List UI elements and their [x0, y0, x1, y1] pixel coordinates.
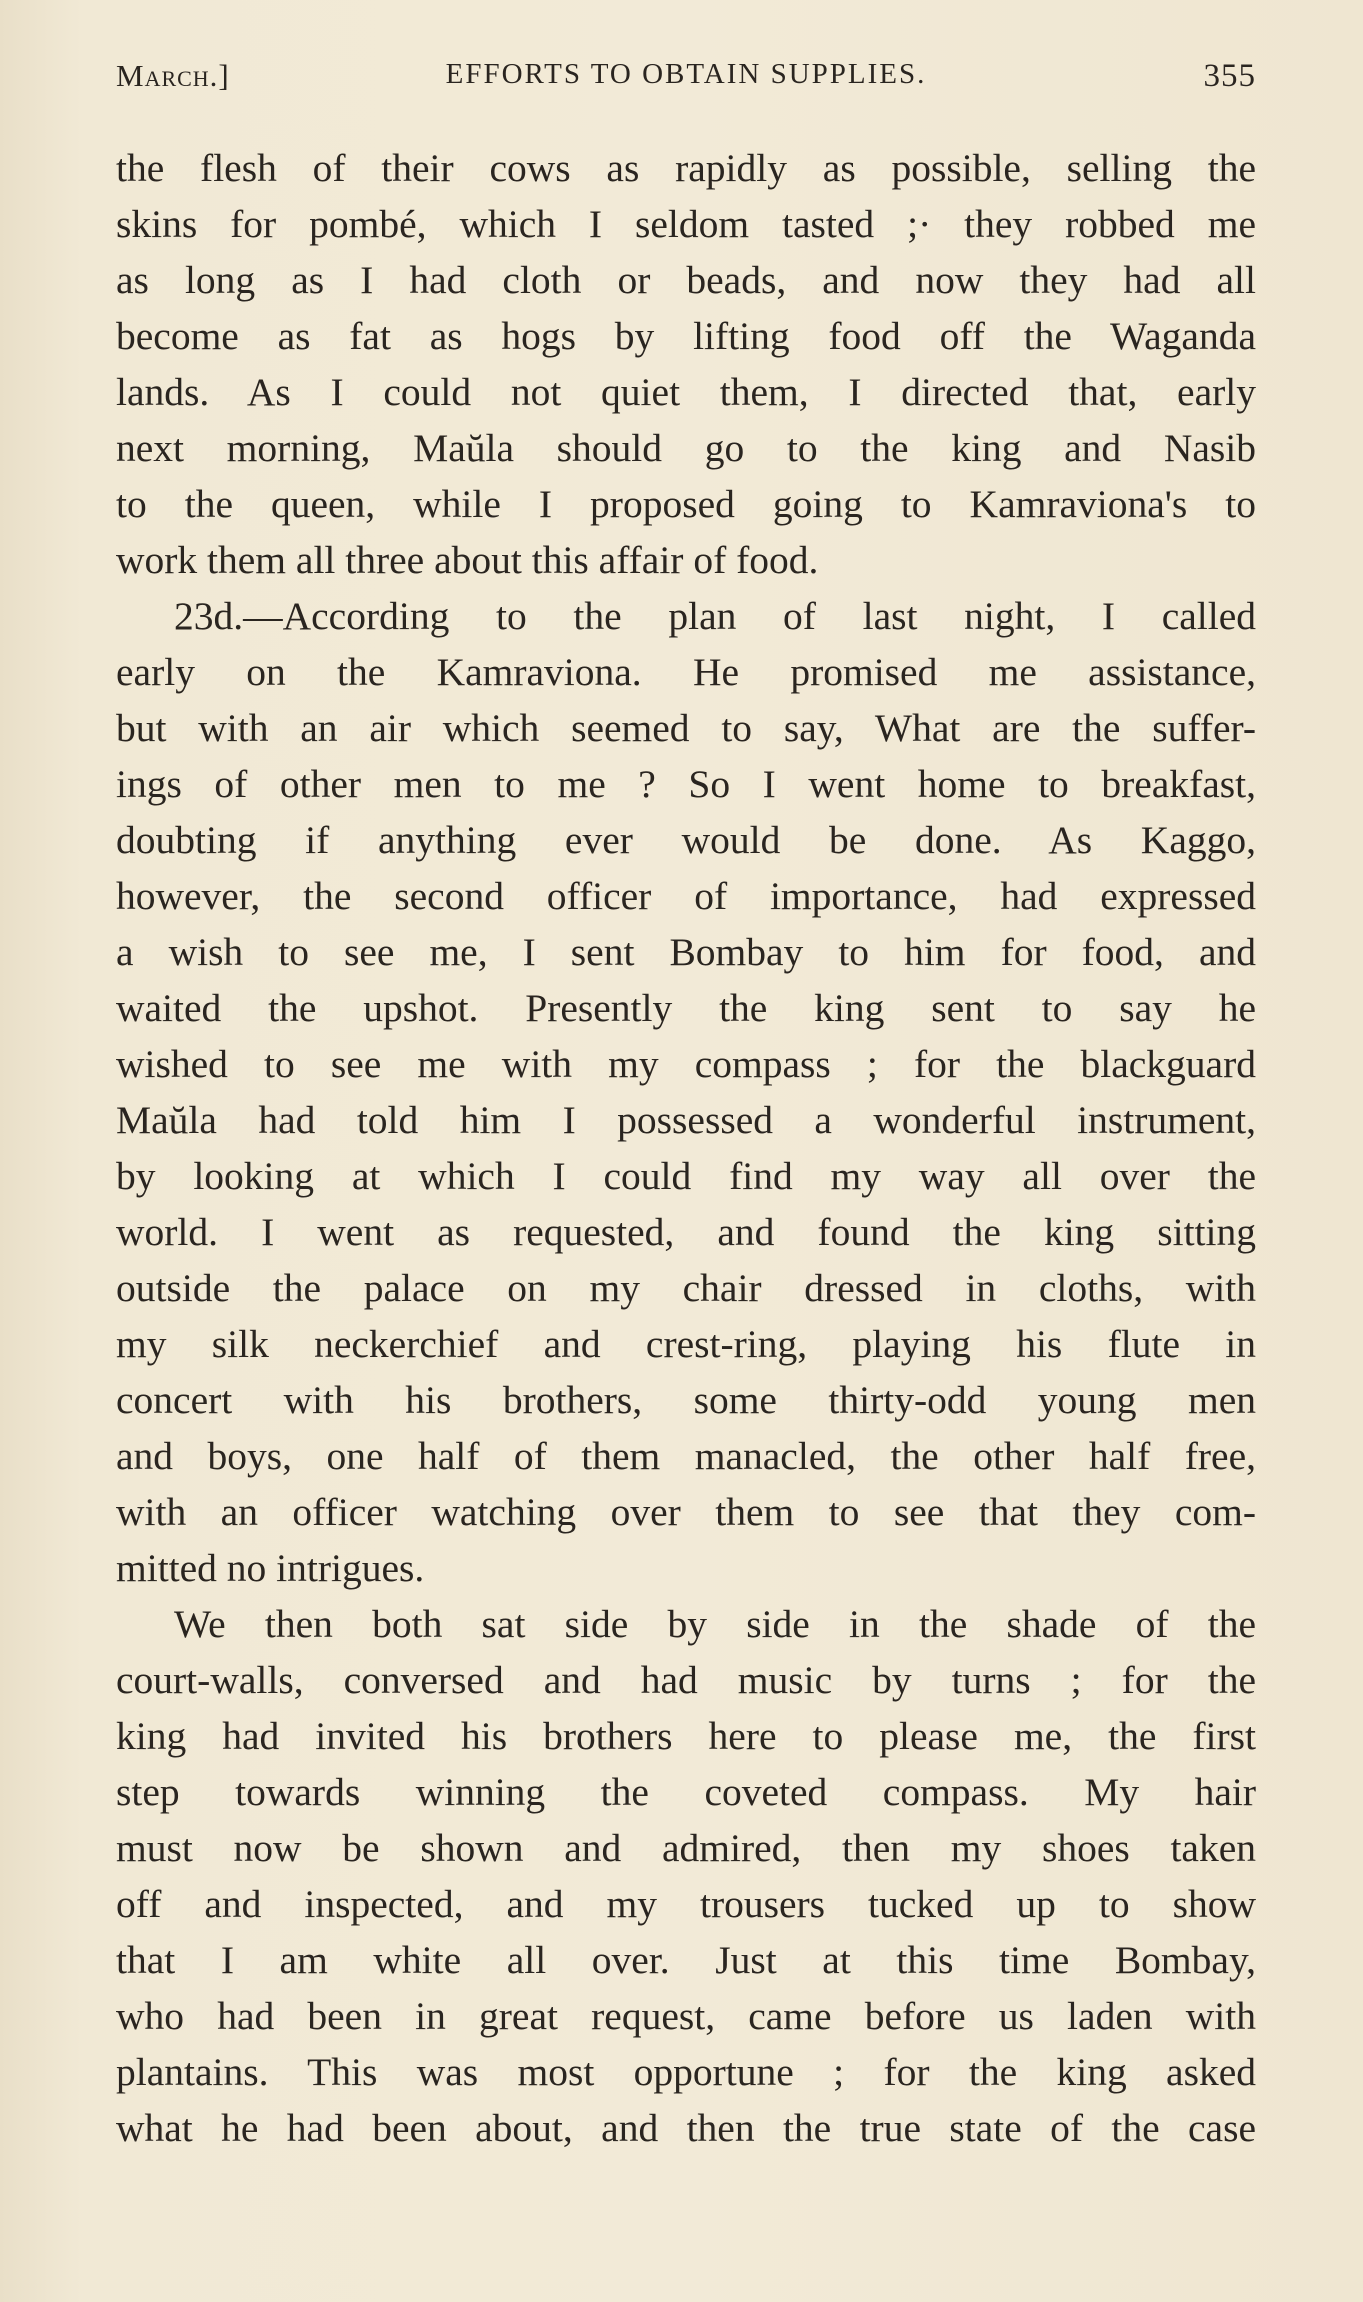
text-line: wished to see me with my compass ; for the blackguard	[116, 1042, 1256, 1086]
text-line: and boys, one half of them manacled, the other half free,	[116, 1434, 1256, 1478]
text-line: must now be shown and admired, then my shoes taken	[116, 1826, 1256, 1870]
page-number: 355	[1203, 58, 1256, 94]
text-line: court-walls, conversed and had music by turns ; for the	[116, 1658, 1256, 1702]
text-line: that I am white all over. Just at this time Bombay,	[116, 1938, 1256, 1982]
text-line: work them all three about this affair of food.	[116, 538, 819, 582]
text-line: however, the second officer of importance, had expressed	[116, 874, 1256, 918]
text-line: world. I went as requested, and found the king sitting	[116, 1210, 1256, 1254]
text-line: outside the palace on my chair dressed in cloths, with	[116, 1266, 1256, 1310]
text-line: ings of other men to me ? So I went home to breakfast,	[116, 762, 1256, 806]
text-line: by looking at which I could find my way all over the	[116, 1154, 1256, 1198]
text-line-paragraph-start: 23d.—According to the plan of last night, I called	[174, 594, 1256, 638]
text-line: doubting if anything ever would be done. As Kaggo,	[116, 818, 1256, 862]
text-line: skins for pombé, which I seldom tasted ;· they robbed me	[116, 202, 1256, 246]
text-line: a wish to see me, I sent Bombay to him for food, and	[116, 930, 1256, 974]
text-line: concert with his brothers, some thirty-odd young men	[116, 1378, 1256, 1422]
body-text	[116, 140, 1256, 2156]
text-line: as long as I had cloth or beads, and now they had all	[116, 258, 1256, 302]
text-line: the flesh of their cows as rapidly as possible, selling the	[116, 146, 1256, 190]
text-line: mitted no intrigues.	[116, 1546, 425, 1590]
text-line: king had invited his brothers here to please me, the first	[116, 1714, 1256, 1758]
text-line: off and inspected, and my trousers tucked up to show	[116, 1882, 1256, 1926]
text-line: my silk neckerchief and crest-ring, playing his flute in	[116, 1322, 1256, 1366]
text-line: early on the Kamraviona. He promised me assistance,	[116, 650, 1256, 694]
text-line: with an officer watching over them to see that they com-	[116, 1490, 1256, 1534]
text-line: waited the upshot. Presently the king sent to say he	[116, 986, 1256, 1030]
text-line: plantains. This was most opportune ; for the king asked	[116, 2050, 1256, 2094]
text-line: lands. As I could not quiet them, I directed that, early	[116, 370, 1256, 414]
text-line: become as fat as hogs by lifting food off the Waganda	[116, 314, 1256, 358]
text-line: step towards winning the coveted compass. My hair	[116, 1770, 1256, 1814]
running-head-title: EFFORTS TO OBTAIN SUPPLIES.	[445, 58, 927, 90]
text-line: Maŭla had told him I possessed a wonderful instrument,	[116, 1098, 1256, 1142]
text-line: what he had been about, and then the true state of the case	[116, 2106, 1256, 2150]
running-head	[116, 58, 1256, 102]
text-line: but with an air which seemed to say, What are the suffer-	[116, 706, 1256, 750]
text-line-paragraph-start: We then both sat side by side in the shade of the	[174, 1602, 1256, 1646]
text-line: to the queen, while I proposed going to Kamraviona's to	[116, 482, 1256, 526]
running-head-month: March.]	[116, 58, 230, 93]
text-line: next morning, Maŭla should go to the king and Nasib	[116, 426, 1256, 470]
text-line: who had been in great request, came before us laden with	[116, 1994, 1256, 2038]
